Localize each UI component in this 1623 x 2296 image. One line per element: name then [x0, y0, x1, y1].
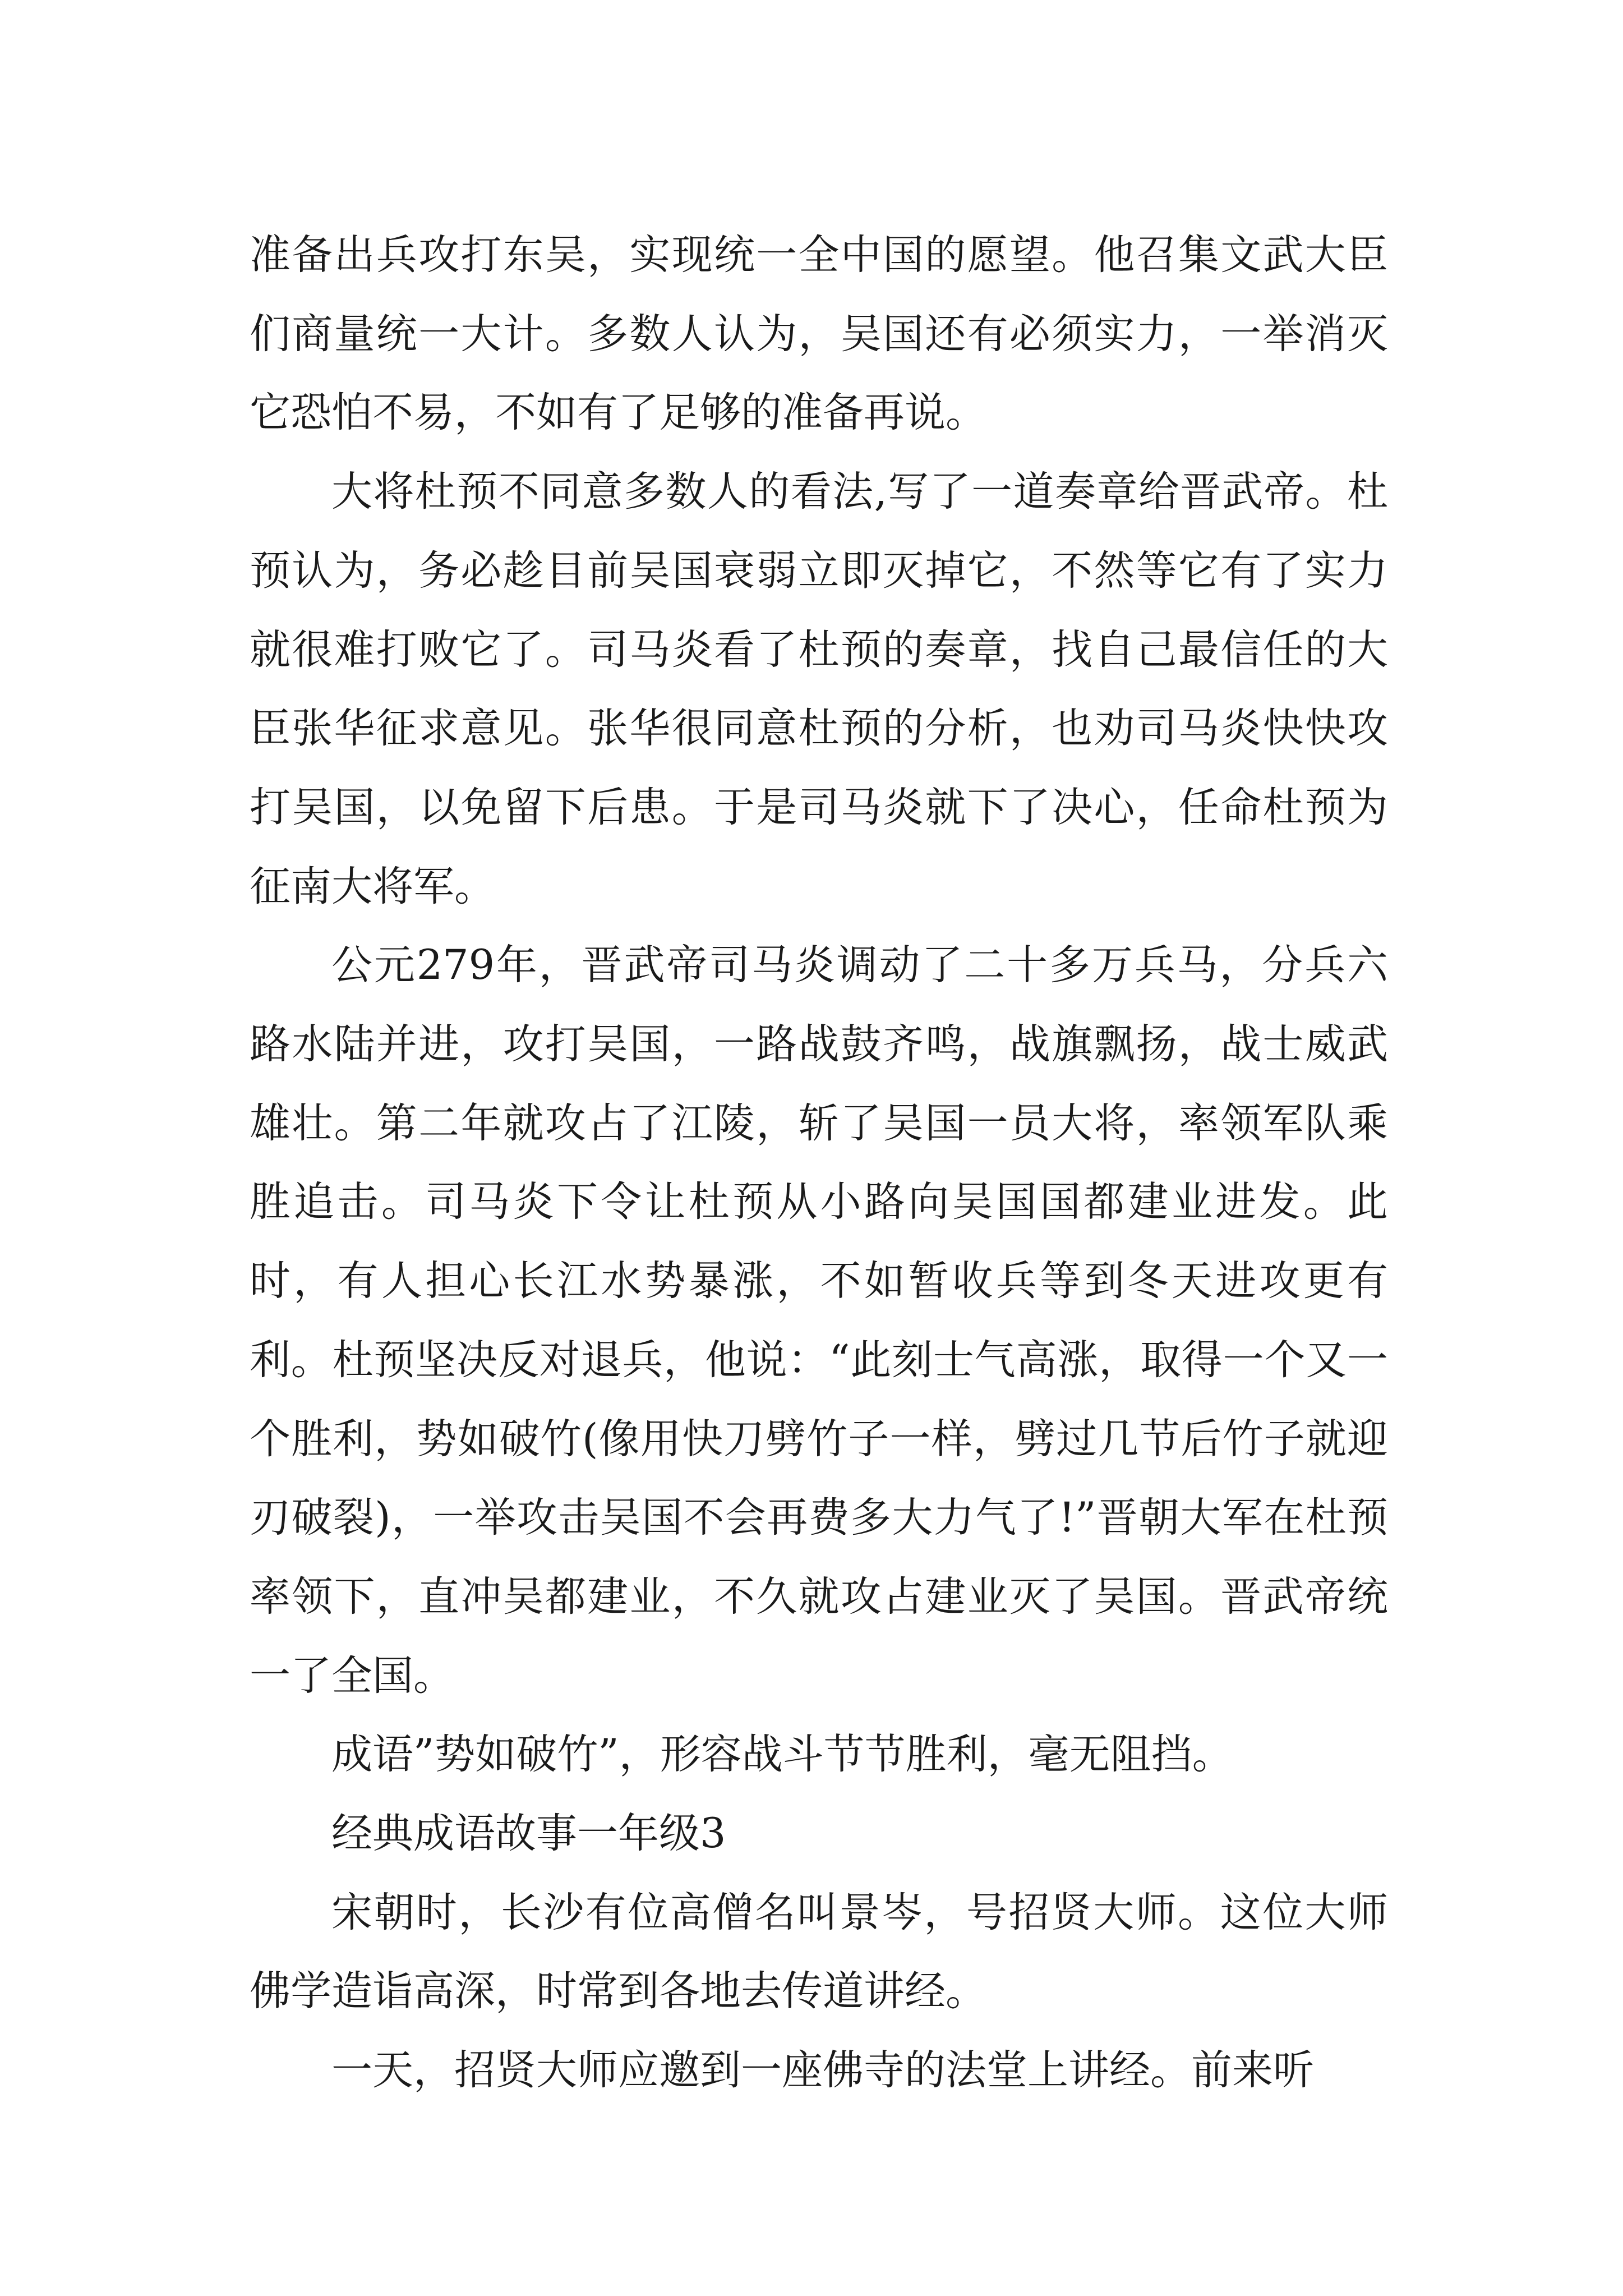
paragraph: 成语”势如破竹”，形容战斗节节胜利，毫无阻挡。 — [331, 1731, 1233, 1779]
section-heading: 经典成语故事一年级3 — [331, 1810, 726, 1858]
paragraph: 宋朝时，长沙有位高僧名叫景岑，号招贤大师。这位大师佛学造诣高深，时常到各地去传道讲经。 — [250, 1888, 1388, 2016]
paragraph: 公元279年，晋武帝司马炎调动了二十多万兵马，分兵六路水陆并进，攻打吴国，一路战鼓齐鸣，战旗飘扬，战士威武雄壮。第二年就攻占了江陵，斩了吴国一员大将，率领军队乘胜追击。司马炎下令让杜预从小路向吴国国都建业进发。此时，有人担心长江水势暴涨，不如暂收兵等到冬天进攻更有利。杜预坚决反对退兵，他说：“此刻士气高涨，取得一个又一个胜利，势如破竹(像用快刀劈竹子一样，劈过几节后竹子就迎刃破裂)，一举攻击吴国不会再费多大力气了!”晋朝大军在杜预率领下，直冲吴都建业，不久就攻占建业灭了吴国。晋武帝统一了全国。 — [250, 941, 1388, 1700]
document-body — [250, 216, 1388, 2110]
paragraph: 准备出兵攻打东吴，实现统一全中国的愿望。他召集文武大臣们商量统一大计。多数人认为，吴国还有必须实力，一举消灭它恐怕不易，不如有了足够的准备再说。 — [250, 231, 1388, 437]
paragraph: 大将杜预不同意多数人的看法,写了一道奏章给晋武帝。杜预认为，务必趁目前吴国衰弱立即灭掉它，不然等它有了实力就很难打败它了。司马炎看了杜预的奏章，找自己最信任的大臣张华征求意见。张华很同意杜预的分析，也劝司马炎快快攻打吴国，以免留下后患。于是司马炎就下了决心，任命杜预为征南大将军。 — [250, 468, 1388, 910]
paragraph: 一天，招贤大师应邀到一座佛寺的法堂上讲经。前来听 — [331, 2046, 1314, 2095]
